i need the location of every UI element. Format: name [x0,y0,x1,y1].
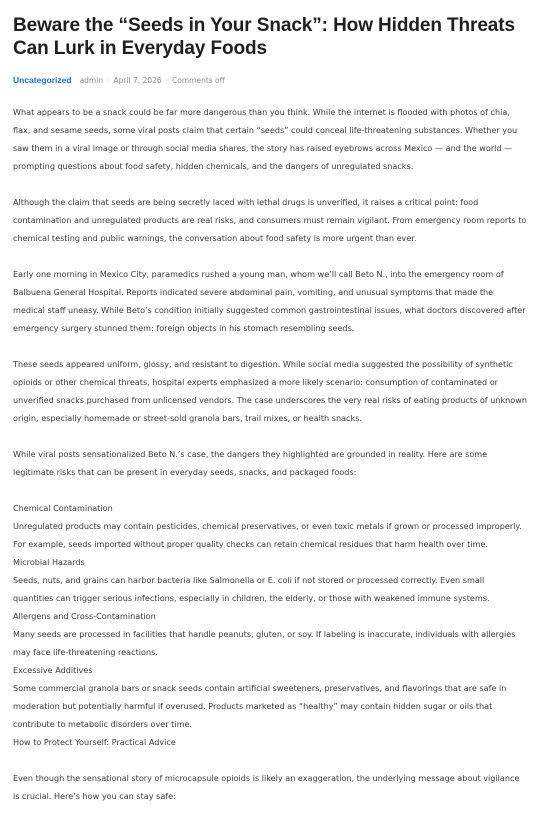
risk-heading: Excessive Additives [13,665,93,675]
paragraph-case: Early one morning in Mexico City, paramedics rushed a young man, whom we’ll call Beto N., into the emergency room of Balbuena General Hospital. Reports indicated severe abdominal pain, vomiting, and unusual symptoms that made the medical staff uneasy. While Beto’s condition initially suggested common gastrointestinal issues, what doctors discovered after emergency surgery stunned them: foreign objects in his stomach resembling seeds. [13,269,526,333]
comments-status: Comments off [172,75,225,85]
post-date[interactable]: April 7, 2026 [113,75,162,85]
author-link[interactable]: admin [79,75,104,85]
risks-list [13,499,527,751]
protect-heading: How to Protect Yourself: Practical Advice [13,737,176,747]
article [13,14,527,823]
risk-text: Seeds, nuts, and grains can harbor bacteria like Salmonella or E. coli if not stored or processed correctly. Even small quantities can trigger serious infections, especially in children, the elderly, or those with weakened immune systems. [13,575,490,603]
paragraph-intro: What appears to be a snack could be far more dangerous than you think. While the internet is flooded with photos of chia, flax, and sesame seeds, some viral posts claim that certain “seeds” could conceal life-threatening substances. Whether you saw them in a viral image or through social media shares, the story has raised eyebrows across Mexico — and the world — prompting questions about food safety, hidden chemicals, and the dangers of unregulated snacks. [13,107,518,171]
article-content [13,103,527,805]
post-meta [13,73,527,87]
paragraph-closing: Even though the sensational story of microcapsule opioids is likely an exaggeration, the underlying message about vigilance is crucial. Here’s how you can stay safe: [13,773,520,801]
paragraph-claim: Although the claim that seeds are being secretly laced with lethal drugs is unverified, it raises a critical point: food contamination and unregulated products are real risks, and consumers must remain vigilant. From emergency room reports to chemical testing and public warnings, the conversation about food safety is more urgent than ever. [13,197,527,243]
risk-heading: Allergens and Cross-Contamination [13,611,156,621]
risk-heading: Chemical Contamination [13,503,113,513]
risk-text: Some commercial granola bars or snack seeds contain artificial sweeteners, preservatives, and flavorings that are safe in moderation but potentially harmful if overused. Products marketed as “healthy” may contain hidden sugar or oils that contribute to metabolic disorders over time. [13,683,507,729]
risk-text: Unregulated products may contain pesticides, chemical preservatives, or even toxic metals if grown or processed improperly. For example, seeds imported without proper quality checks can retain chemical residues that harm health over time. [13,521,522,549]
risk-text: Many seeds are processed in facilities that handle peanuts, gluten, or soy. If labeling is inaccurate, individuals with allergies may face life-threatening reactions. [13,629,516,657]
category-link[interactable]: Uncategorized [13,75,72,85]
paragraph-risks-intro: While viral posts sensationalized Beto N.’s case, the dangers they highlighted are grounded in reality. Here are some legitimate risks that can be present in everyday seeds, snacks, and packaged foods: [13,449,488,477]
risk-heading: Microbial Hazards [13,557,85,567]
paragraph-seeds: These seeds appeared uniform, glossy, and resistant to digestion. While social media suggested the possibility of synthetic opioids or other chemical threats, hospital experts emphasized a more likely scenario: consumption of contaminated or unverified snacks purchased from unlicensed vendors. The case underscores the very real risks of eating products of unknown origin, especially homemade or street-sold granola bars, trail mixes, or health snacks. [13,359,527,423]
meta-separator: · [107,75,110,85]
meta-separator: · [165,75,169,85]
article-title: Beware the “Seeds in Your Snack”: How Hidden Threats Can Lurk in Everyday Foods [13,15,515,59]
